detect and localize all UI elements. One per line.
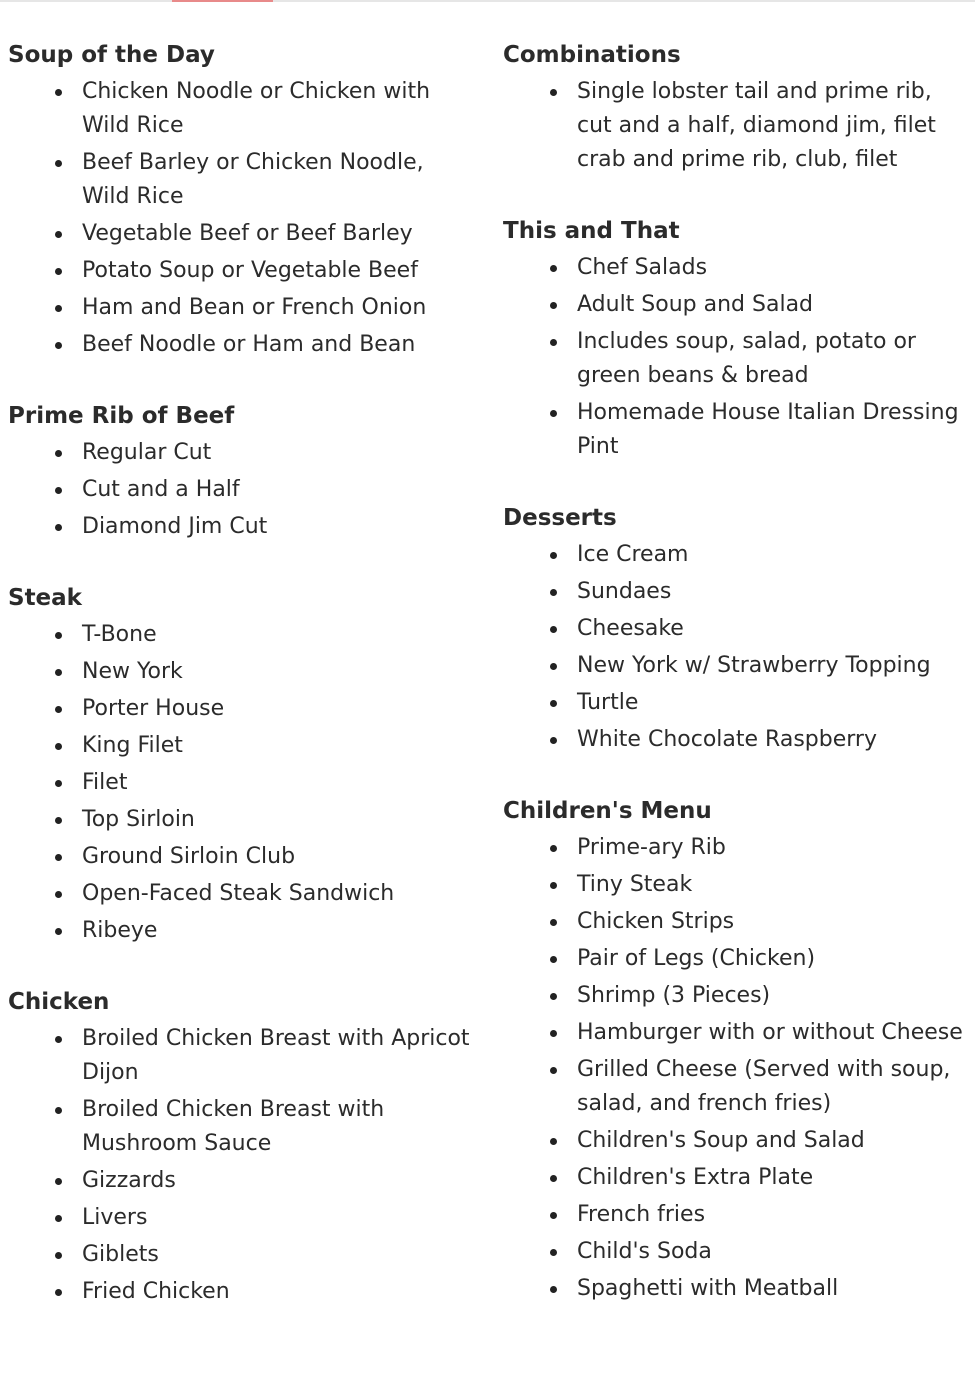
menu-item: Adult Soup and Salad [577, 288, 965, 322]
menu-item: Porter House [82, 692, 478, 726]
menu-item: Turtle [577, 686, 965, 720]
menu-section-children-s-menu [503, 794, 965, 1306]
menu-item: Diamond Jim Cut [82, 510, 478, 544]
menu-item: Regular Cut [82, 436, 478, 470]
menu-item: Grilled Cheese (Served with soup, salad, and french fries) [577, 1053, 965, 1121]
menu-item: Cheesake [577, 612, 965, 646]
menu-column-left [8, 38, 478, 1346]
active-tab-indicator [172, 0, 273, 2]
menu-item-list [8, 436, 478, 544]
menu-item: White Chocolate Raspberry [577, 723, 965, 757]
section-heading: Desserts [503, 505, 617, 531]
menu-item-list [8, 75, 478, 362]
menu-item: Livers [82, 1201, 478, 1235]
menu-item: Prime-ary Rib [577, 831, 965, 865]
menu-item: Child's Soda [577, 1235, 965, 1269]
menu-item: Cut and a Half [82, 473, 478, 507]
section-heading: Steak [8, 585, 82, 611]
section-heading: Prime Rib of Beef [8, 403, 235, 429]
menu-item: Open-Faced Steak Sandwich [82, 877, 478, 911]
menu-item: Ham and Bean or French Onion [82, 291, 478, 325]
menu-item: Ground Sirloin Club [82, 840, 478, 874]
menu-item: Broiled Chicken Breast with Mushroom Sauce [82, 1093, 478, 1161]
menu-section-prime-rib-of-beef [8, 399, 478, 544]
menu-item: Potato Soup or Vegetable Beef [82, 254, 478, 288]
menu-item: Tiny Steak [577, 868, 965, 902]
menu-column-right [503, 38, 965, 1343]
menu-item: King Filet [82, 729, 478, 763]
section-heading: Children's Menu [503, 798, 712, 824]
menu-item: Giblets [82, 1238, 478, 1272]
menu-section-combinations [503, 38, 965, 177]
menu-item: New York w/ Strawberry Topping [577, 649, 965, 683]
section-heading: This and That [503, 218, 680, 244]
menu-item: Chicken Strips [577, 905, 965, 939]
menu-item: Single lobster tail and prime rib, cut and a half, diamond jim, filet crab and prime rib, club, filet [577, 75, 965, 177]
menu-section-chicken [8, 985, 478, 1309]
menu-item: New York [82, 655, 478, 689]
section-heading: Chicken [8, 989, 110, 1015]
menu-item: Shrimp (3 Pieces) [577, 979, 965, 1013]
menu-section-desserts [503, 501, 965, 757]
section-heading: Combinations [503, 42, 681, 68]
menu-item: Children's Extra Plate [577, 1161, 965, 1195]
menu-item-list [503, 538, 965, 757]
menu-item: Sundaes [577, 575, 965, 609]
menu-section-steak [8, 581, 478, 948]
menu-item: French fries [577, 1198, 965, 1232]
top-divider [0, 0, 975, 2]
menu-item: Includes soup, salad, potato or green beans & bread [577, 325, 965, 393]
menu-item: Filet [82, 766, 478, 800]
menu-item: Hamburger with or without Cheese [577, 1016, 965, 1050]
menu-item-list [503, 251, 965, 464]
menu-item-list [8, 1022, 478, 1309]
menu-item: Ice Cream [577, 538, 965, 572]
menu-item: Children's Soup and Salad [577, 1124, 965, 1158]
menu-item-list [503, 75, 965, 177]
menu-item: Chicken Noodle or Chicken with Wild Rice [82, 75, 478, 143]
menu-section-this-and-that [503, 214, 965, 464]
menu-item: Top Sirloin [82, 803, 478, 837]
menu-item: Chef Salads [577, 251, 965, 285]
section-heading: Soup of the Day [8, 42, 215, 68]
menu-item: Vegetable Beef or Beef Barley [82, 217, 478, 251]
menu-item: Fried Chicken [82, 1275, 478, 1309]
menu-item: Beef Noodle or Ham and Bean [82, 328, 478, 362]
menu-section-soup-of-the-day [8, 38, 478, 362]
menu-item: Ribeye [82, 914, 478, 948]
menu-item-list [8, 618, 478, 948]
menu-item: Beef Barley or Chicken Noodle, Wild Rice [82, 146, 478, 214]
menu-item: Pair of Legs (Chicken) [577, 942, 965, 976]
menu-item: Homemade House Italian Dressing Pint [577, 396, 965, 464]
menu-item: Broiled Chicken Breast with Apricot Dijon [82, 1022, 478, 1090]
menu-item-list [503, 831, 965, 1306]
menu-item: Spaghetti with Meatball [577, 1272, 965, 1306]
menu-item: T-Bone [82, 618, 478, 652]
menu-item: Gizzards [82, 1164, 478, 1198]
